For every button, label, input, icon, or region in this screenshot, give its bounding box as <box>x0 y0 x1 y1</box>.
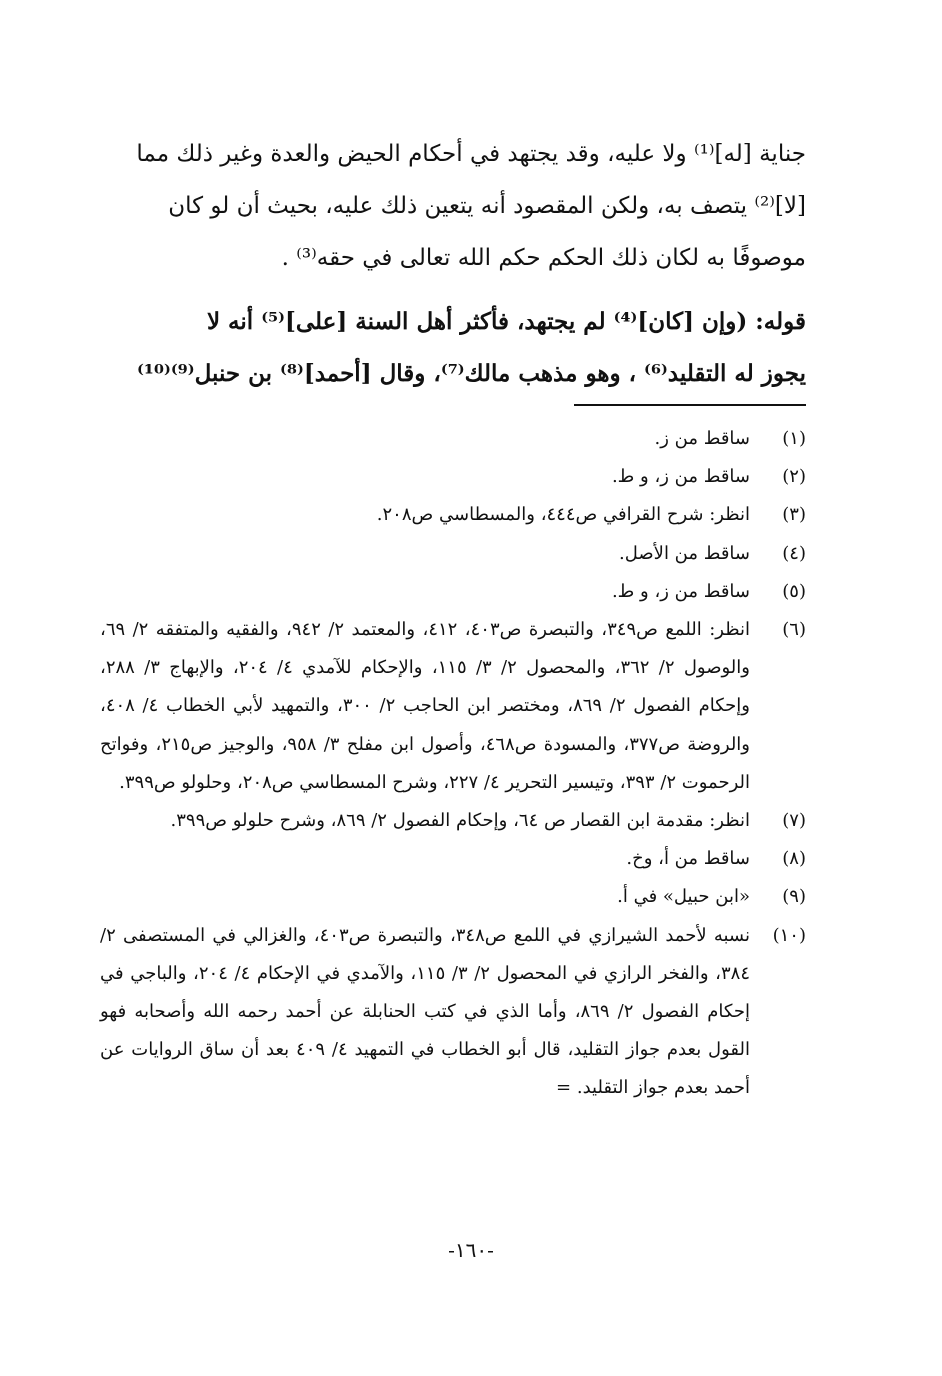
footnote <box>100 917 806 1108</box>
footnote <box>100 840 806 878</box>
footnote <box>100 420 806 458</box>
footnote-text: ساقط من ز. <box>654 428 750 449</box>
footnote-number: (٥) <box>782 580 806 602</box>
footnote-separator <box>574 404 806 406</box>
footnote-text: انظر: مقدمة ابن القصار ص ٦٤، وإحكام الفصول ٢/ ٨٦٩، وشرح حلولو ص٣٩٩. <box>170 810 750 832</box>
footnote-number: (٤) <box>782 542 806 564</box>
paragraph-2-quote <box>100 296 806 400</box>
footnote-text: «ابن حبيل» في أ. <box>617 886 750 908</box>
paragraph-1 <box>100 128 806 284</box>
footnote <box>100 496 806 534</box>
footnote-number: (١) <box>782 428 806 449</box>
footnote <box>100 802 806 840</box>
footnote-text: ساقط من الأصل. <box>619 542 750 564</box>
footnote <box>100 535 806 573</box>
footnote-number: (٨) <box>782 848 806 870</box>
footnote <box>100 573 806 611</box>
main-text <box>100 128 806 400</box>
text-line: قوله: (وإن [كان]⁽⁴⁾ لم يجتهد، فأكثر أهل السنة [على]⁽⁵⁾ أنه لا <box>206 308 806 335</box>
footnote-number: (٢) <box>782 466 806 488</box>
footnote-number: (١٠) <box>772 924 806 946</box>
footnote-number: (٣) <box>782 504 806 526</box>
footnote-number: (٩) <box>782 886 806 908</box>
text-line: موصوفًا به لكان ذلك الحكم حكم الله تعالى في حقه⁽³⁾ . <box>281 245 806 271</box>
footnote <box>100 878 806 916</box>
text-line: [لا]⁽²⁾ يتصف به، ولكن المقصود أنه يتعين ذلك عليه، بحيث أن لو كان <box>168 193 806 219</box>
footnote-text: ساقط من ز، و ط. <box>611 580 750 602</box>
footnote-number: (٦) <box>782 619 806 641</box>
footnote-number: (٧) <box>782 810 806 832</box>
footnote-text: ساقط من أ، وخ. <box>626 848 750 870</box>
footnote <box>100 611 806 802</box>
page-number: -١٦٠- <box>448 1238 494 1262</box>
text-line: جناية [له]⁽¹⁾ ولا عليه، وقد يجتهد في أحكام الحيض والعدة وغير ذلك مما <box>136 141 806 167</box>
footnote-text: انظر: اللمع ص٣٤٩، والتبصرة ص٤٠٣، ٤١٢، والمعتمد ٢/ ٩٤٢، والفقيه والمتفقه ٢/ ٦٩، والوصول ٢/ ٣٦٢، والمحصول ٢/ ٣/ ١١٥، والإحكام للآمدي ٤/ ٢٠٤، والإبهاج ٣/ ٢٨٨، وإحكام الفصول ٢/ ٨٦٩، ومختصر ابن الحاجب ٢/ ٣٠٠، والتمهيد لأبي الخطاب ٤/ ٤٠٨، والروضة ص٣٧٧، والمسودة ص٤٦٨، وأصول ابن مفلح ٣/ ٩٥٨، والوجيز ص٢١٥، وفواتح الرحموت ٢/ ٣٩٣، وتيسير التحرير ٤/ ٢٢٧، وشرح المسطاسي ص٢٠٨، وحلولو ص٣٩٩. <box>100 619 750 793</box>
footnote-text: نسبه لأحمد الشيرازي في اللمع ص٣٤٨، والتبصرة ص٤٠٣، والغزالي في المستصفى ٢/ ٣٨٤، والفخر الرازي في المحصول ٢/ ٣/ ١١٥، والآمدي في الإحكام ٤/ ٢٠٤، والباجي في إحكام الفصول ٢/ ٨٦٩، وأما الذي في كتب الحنابلة عن أحمد رحمه الله وأصحابه فهو القول بعدم جواز التقليد، قال أبو الخطاب في التمهيد ٤/ ٤٠٩ بعد أن ساق الروايات عن أحمد بعدم جواز التقليد. = <box>100 924 751 1099</box>
footnote-text: انظر: شرح القرافي ص٤٤٤، والمسطاسي ص٢٠٨. <box>376 504 750 526</box>
footnote <box>100 458 806 496</box>
text-line: يجوز له التقليد⁽⁶⁾ ، وهو مذهب مالك⁽⁷⁾، وقال [أحمد]⁽⁸⁾ بن حنبل⁽⁹⁾⁽¹⁰⁾ <box>136 360 806 387</box>
footnotes <box>100 420 806 1108</box>
footnote-text: ساقط من ز، و ط. <box>611 466 750 488</box>
